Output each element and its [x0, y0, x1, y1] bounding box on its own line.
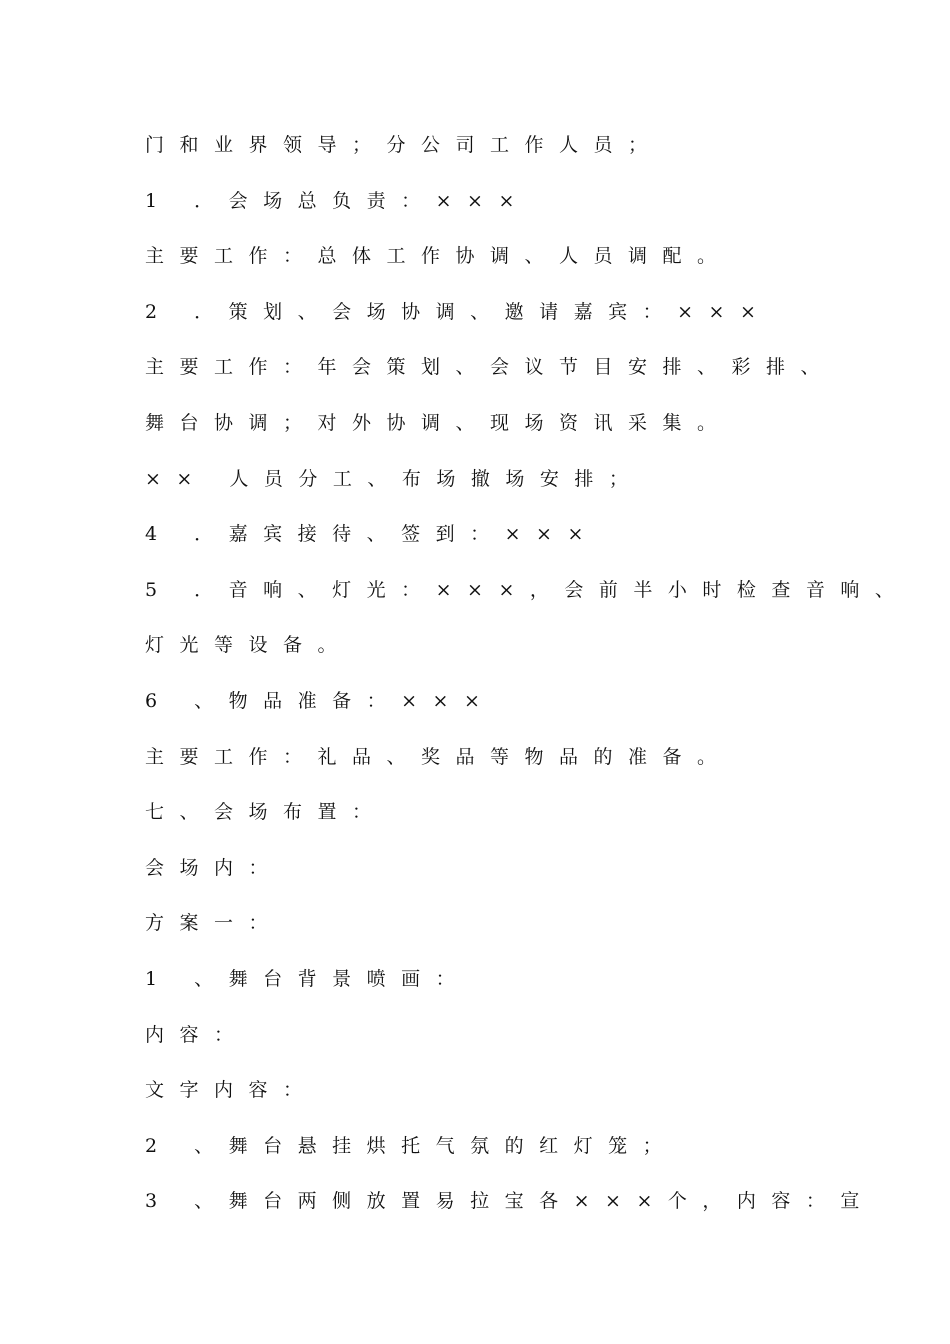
text-line: 文字内容：: [145, 1079, 318, 1102]
text-line: 舞台协调；对外协调、现场资讯采集。: [145, 411, 732, 434]
text-line: 内容：: [145, 1023, 249, 1046]
text-line: 1 ．会场总负责：×××: [145, 189, 530, 212]
text-line: 主要工作：总体工作协调、人员调配。: [145, 245, 732, 268]
text-line: 6 、物品准备：×××: [145, 689, 496, 712]
text-line: 主要工作：年会策划、会议节目安排、彩排、: [145, 356, 836, 379]
text-line: 3 、舞台两侧放置易拉宝各×××个，内容：宣: [145, 1190, 875, 1213]
text-line: 方案一：: [145, 912, 284, 935]
text-line: 2 ．策划、会场协调、邀请嘉宾：×××: [145, 300, 772, 323]
text-line: 2 、舞台悬挂烘托气氛的红灯笼；: [145, 1134, 678, 1157]
text-line: 门和业界领导；分公司工作人员；: [145, 134, 663, 156]
text-line: 灯光等设备。: [145, 634, 353, 657]
text-line: 主要工作：礼品、奖品等物品的准备。: [145, 745, 732, 768]
document-body: [145, 131, 910, 1243]
section-heading: 七、会场布置：: [145, 801, 387, 824]
text-line: 4 ．嘉宾接待、签到：×××: [145, 523, 599, 546]
text-line: 会场内：: [145, 856, 284, 879]
text-line: ×× 人员分工、布场撤场安排；: [145, 467, 644, 490]
text-line: 1 、舞台背景喷画：: [145, 967, 471, 990]
text-line: 5 ．音响、灯光：×××，会前半小时检查音响、: [145, 578, 910, 601]
